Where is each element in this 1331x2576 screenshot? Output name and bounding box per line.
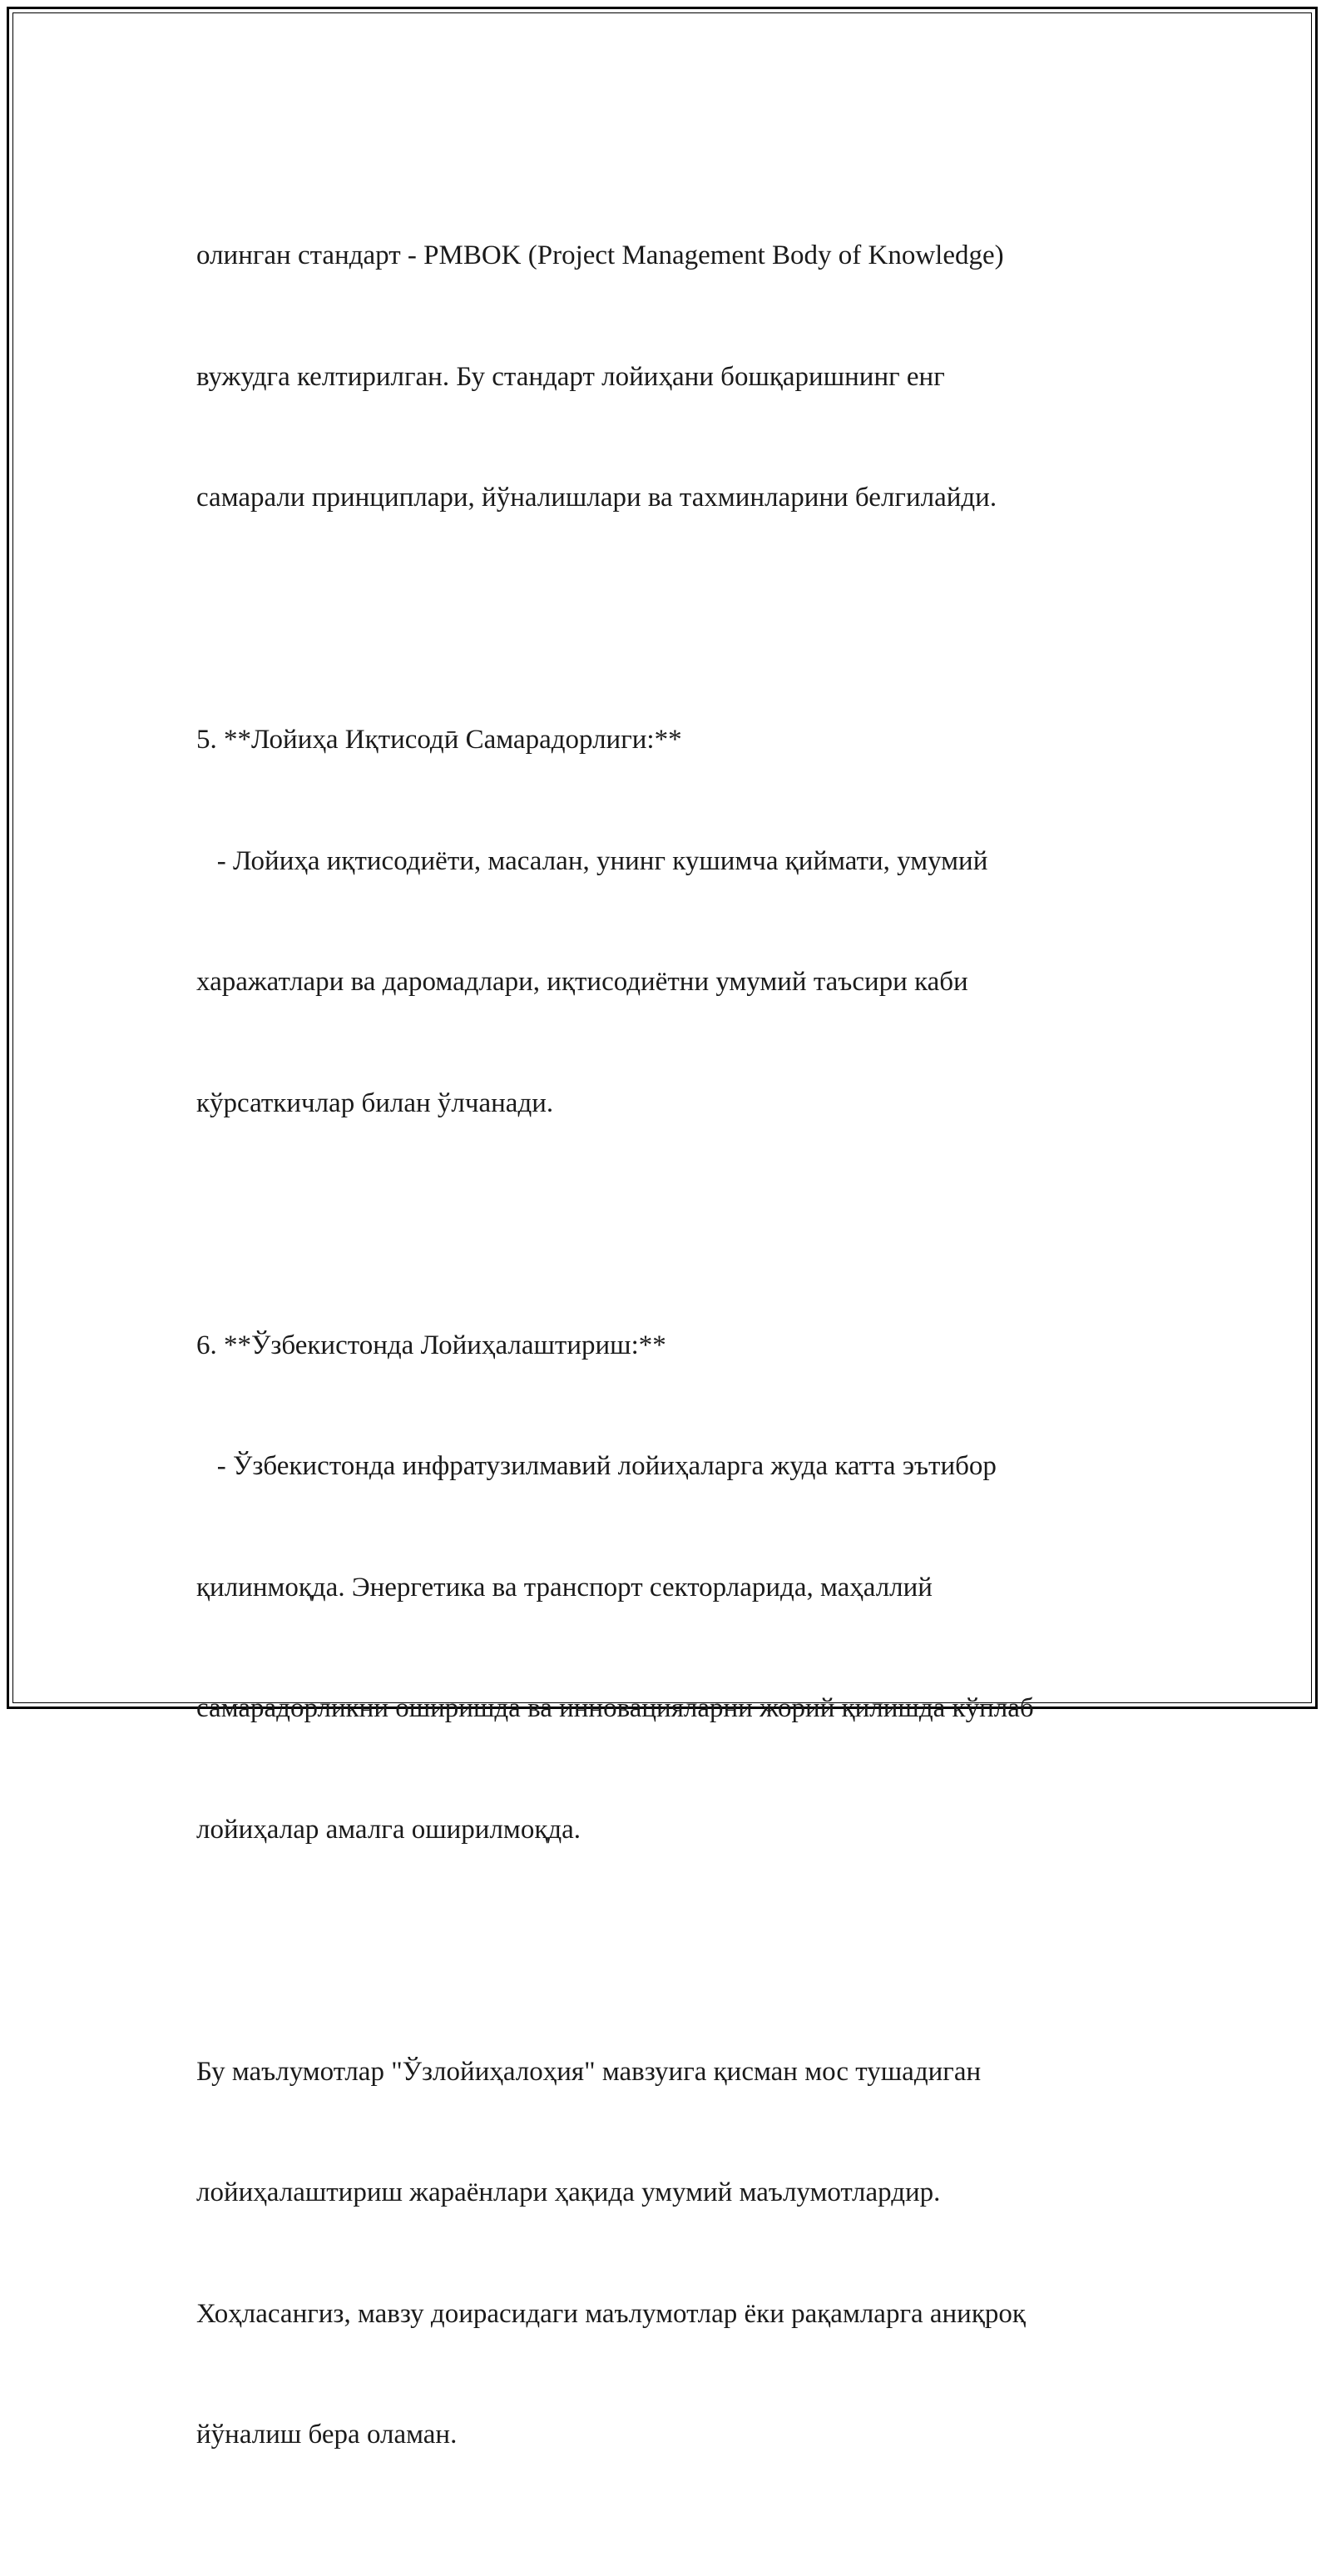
section-heading: 6. **Ўзбекистонда Лойиҳалаштириш:** (196, 1330, 666, 1360)
text-line: харажатлари ва даромадлари, иқтисодиётни умумий таъсири каби (196, 967, 968, 997)
text-line: қилинмоқда. Энергетика ва транспорт секторларида, маҳаллий (196, 1572, 933, 1603)
text-line: - Ўзбекистонда инфратузилмавий лойиҳаларга жуда катта эътибор (196, 1451, 997, 1481)
text-line: Хоҳласангиз, мавзу доирасидаги маълумотлар ёки рақамларга аниқроқ (196, 2298, 1026, 2329)
document-body (196, 155, 1153, 2576)
text-line: самарадорликни оширишда ва инновацияларни жорий қилишда кўплаб (196, 1693, 1034, 1723)
text-line: йўналиш бера оламан. (196, 2420, 458, 2450)
text-line: олинган стандарт - PMBOK (Project Management Body of Knowledge) (196, 240, 1004, 270)
paragraph-pmbok (196, 155, 1153, 599)
paragraph-conclusion (196, 1971, 1153, 2536)
text-line: лойиҳалаштириш жараёнлари ҳақида умумий маълумотлардир. (196, 2177, 941, 2207)
text-line: вужудга келтирилган. Бу стандарт лойиҳани бошқаришнинг енг (196, 361, 945, 392)
text-line: лойиҳалар амалга оширилмоқда. (196, 1814, 581, 1845)
paragraph-economic-efficiency (196, 639, 1153, 1204)
paragraph-uzbekistan-design (196, 1245, 1153, 1931)
text-line: самарали принциплари, йўналишлари ва тахминларини белгилайди. (196, 483, 997, 513)
section-heading: 5. **Лойиҳа Иқтисодӣ Самарадорлиги:** (196, 725, 682, 755)
text-line: - Лойиҳа иқтисодиёти, масалан, унинг кушимча қиймати, умумий (196, 845, 988, 876)
text-line: кўрсаткичлар билан ўлчанади. (196, 1087, 554, 1118)
text-line: Бу маълумотлар "Ўзлойиҳалоҳия" мавзуига қисман мос тушадиган (196, 2056, 982, 2087)
